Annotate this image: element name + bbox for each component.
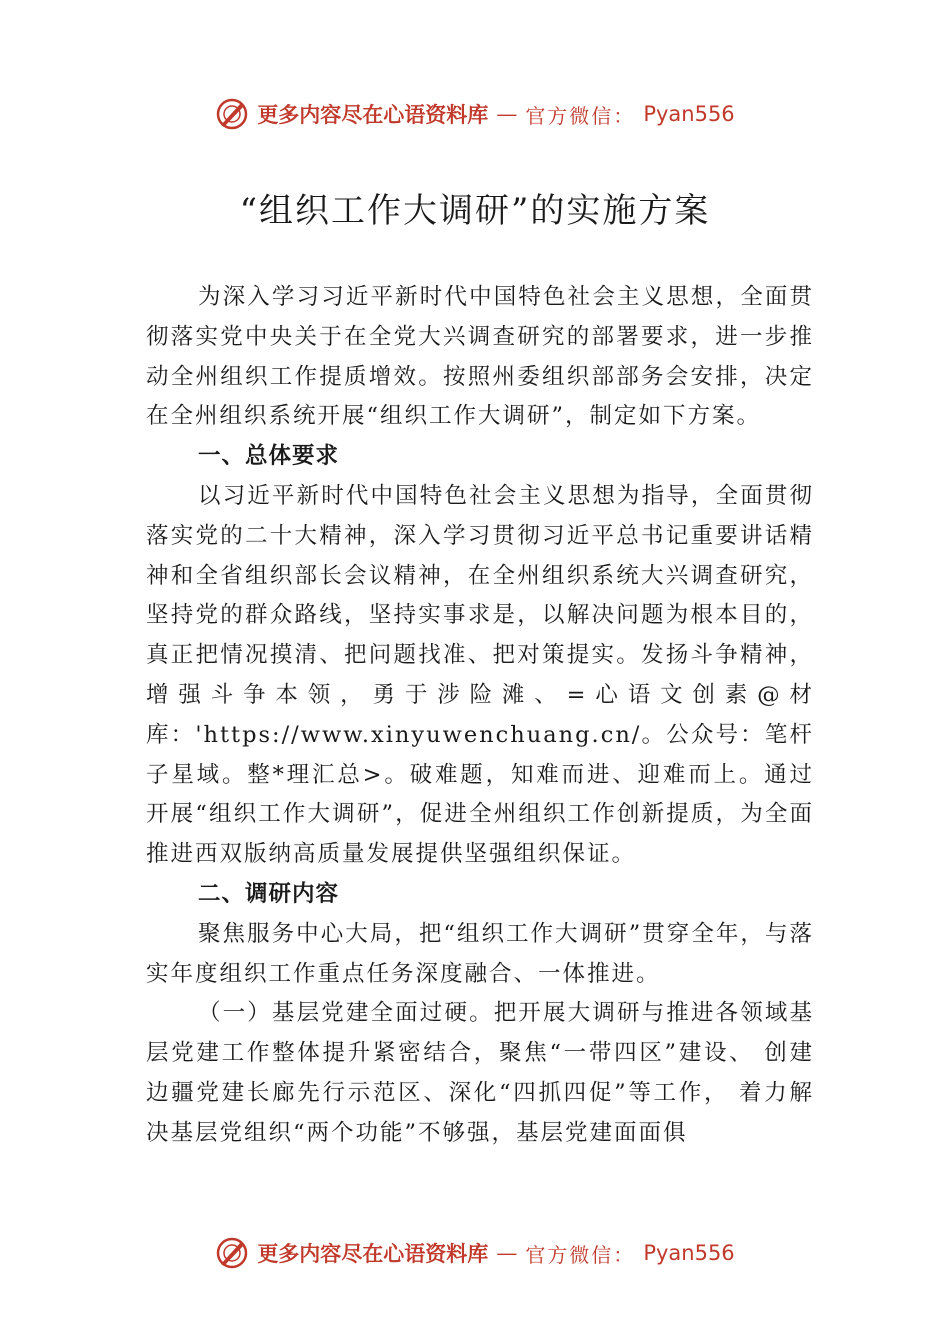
document-title: “组织工作大调研”的实施方案 [239, 191, 711, 231]
research-item-grassroots: （一）基层党建全面过硬。把开展大调研与推进各领域基层党建工作整体提升紧密结合，聚焦“一带四区”建设、 创建边疆党建长廊先行示范区、深化“四抓四促”等工作， 着力解决基层党组织“两个功能”不够强，基层党建面面俱 [146, 1000, 814, 1146]
watermark-dash: — [496, 102, 518, 126]
intro-paragraph: 为深入学习习近平新时代中国特色社会主义思想，全面贯彻落实党中央关于在全党大兴调查研究的部署要求，进一步推动全州组织工作提质增效。按照州委组织部部务会安排，决定在全州组织系统开展“组织工作大调研”，制定如下方案。 [146, 284, 814, 430]
overall-requirements-paragraph: 以习近平新时代中国特色社会主义思想为指导，全面贯彻落实党的二十大精神，深入学习贯彻习近平总书记重要讲话精神和全省组织部长会议精神，在全州组织系统大兴调查研究，坚持党的群众路线，坚持实事求是，以解决问题为根本目的，真正把情况摸清、把问题找准、把对策提实。发扬斗争精神，增强斗争本领，勇于涉险滩、=心语文创素@材库：'https://www.xinyuwenchuang.cn/。公众号：笔杆子星域。整*理汇总>。破难题，知难而进、迎难而上。通过开展“组织工作大调研”，促进全州组织工作创新提质，为全面推进西双版纳高质量发展提供坚强组织保证。 [146, 482, 814, 868]
section-heading-overall-requirements: 一、总体要求 [198, 443, 340, 470]
watermark-wechat-id: Pyan556 [643, 1241, 735, 1265]
section-heading-research-content: 二、调研内容 [198, 880, 340, 907]
watermark-brand: 更多内容尽在心语资料库 [257, 1241, 489, 1266]
brush-logo-icon [215, 1236, 249, 1270]
watermark-label: 官方微信： [525, 103, 636, 128]
brush-logo-icon [215, 97, 249, 131]
watermark-label: 官方微信： [525, 1242, 636, 1267]
header-watermark [0, 94, 950, 134]
research-content-paragraph: 聚焦服务中心大局，把“组织工作大调研”贯穿全年，与落实年度组织工作重点任务深度融合、一体推进。 [146, 920, 814, 987]
watermark-brand: 更多内容尽在心语资料库 [257, 102, 489, 127]
footer-watermark [0, 1233, 950, 1273]
watermark-wechat-id: Pyan556 [643, 102, 735, 126]
watermark-dash: — [496, 1241, 518, 1265]
document-body [146, 278, 814, 1154]
